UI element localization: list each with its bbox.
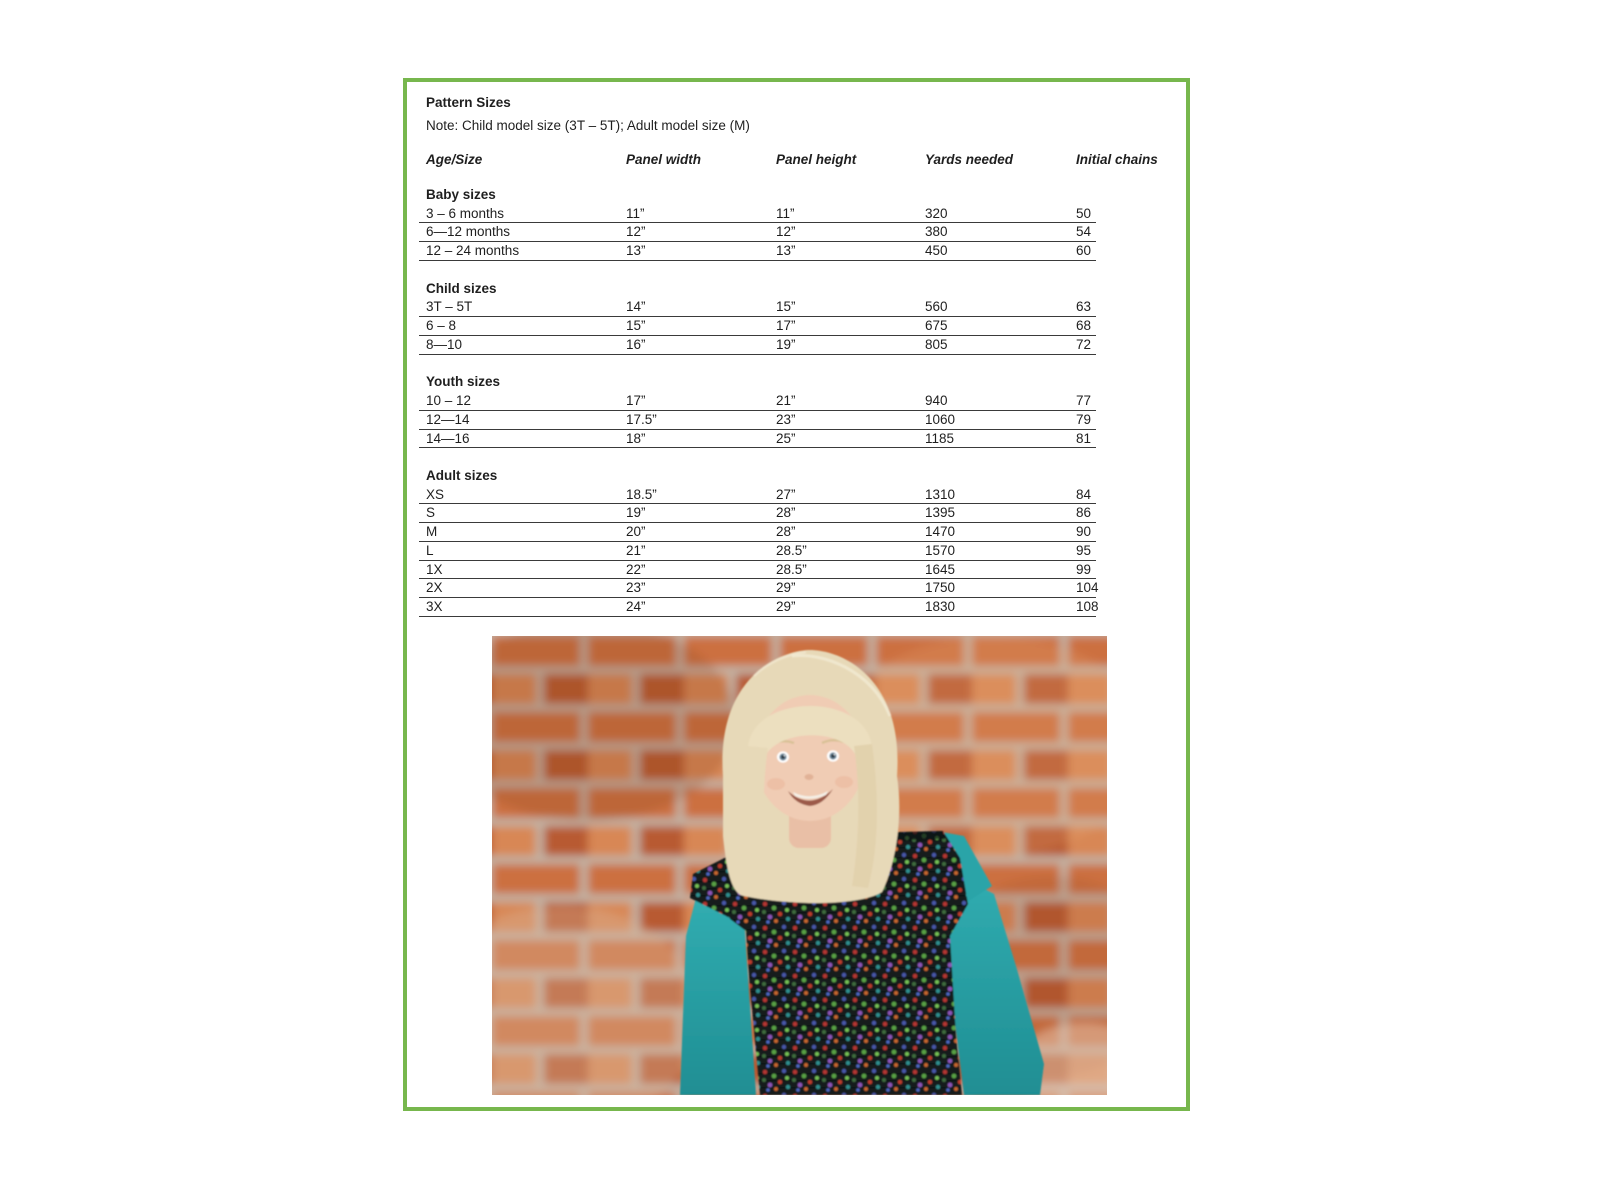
column-header: Initial chains <box>1076 152 1158 167</box>
table-cell: 560 <box>925 299 948 315</box>
table-row <box>419 486 1096 505</box>
table-cell: 6—12 months <box>426 224 511 240</box>
table-cell: 29” <box>776 580 796 596</box>
table-cell: 23” <box>776 411 796 427</box>
table-row <box>419 205 1096 224</box>
page-title: Pattern Sizes <box>426 95 511 110</box>
table-cell: 28” <box>776 524 796 540</box>
table-cell: 14” <box>626 299 646 315</box>
table-cell: 1X <box>426 561 443 577</box>
table-cell: 18” <box>626 430 646 446</box>
table-cell: 77 <box>1076 393 1092 409</box>
table-cell: 450 <box>925 243 948 259</box>
table-cell: 12—14 <box>426 411 470 427</box>
table-cell: 81 <box>1076 430 1092 446</box>
table-cell: 20” <box>626 524 646 540</box>
table-row <box>419 561 1096 580</box>
table-cell: 27” <box>776 486 796 502</box>
table-cell: XS <box>426 486 445 502</box>
table-cell: 60 <box>1076 243 1092 259</box>
table-cell: 1750 <box>925 580 956 596</box>
table-cell: 3T – 5T <box>426 299 473 315</box>
column-header: Panel height <box>776 152 857 167</box>
table-cell: 99 <box>1076 561 1092 577</box>
table-cell: 17” <box>776 318 796 334</box>
table-cell: 50 <box>1076 205 1092 221</box>
table-cell: 79 <box>1076 411 1092 427</box>
table-cell: 10 – 12 <box>426 393 472 409</box>
table-cell: 84 <box>1076 486 1092 502</box>
table-cell: 28.5” <box>776 542 807 558</box>
table-row <box>419 598 1099 617</box>
table-cell: 72 <box>1076 336 1092 352</box>
table-cell: 22” <box>626 561 646 577</box>
table-row <box>419 430 1096 449</box>
table-cell: 63 <box>1076 299 1092 315</box>
table-cell: M <box>426 524 438 540</box>
table-cell: 2X <box>426 580 443 596</box>
table-cell: 24” <box>626 599 646 615</box>
table-cell: 1830 <box>925 599 956 615</box>
table-cell: 1310 <box>925 486 956 502</box>
spacer-line <box>419 448 1096 467</box>
table-cell: 1060 <box>925 411 956 427</box>
column-header: Age/Size <box>426 152 483 167</box>
spacer-line <box>419 355 1096 374</box>
table-cell: 1185 <box>925 430 955 446</box>
table-cell: 1395 <box>925 505 956 521</box>
table-cell: 29” <box>776 599 796 615</box>
table-cell: 12 – 24 months <box>426 243 520 259</box>
table-cell: 380 <box>925 224 948 240</box>
table-row <box>419 317 1096 336</box>
table-cell: 18.5” <box>626 486 657 502</box>
table-cell: 320 <box>925 205 948 221</box>
table-row <box>419 242 1096 261</box>
model-photo <box>492 636 1107 1095</box>
table-cell: 28.5” <box>776 561 807 577</box>
table-cell: 16” <box>626 336 646 352</box>
table-cell: 1645 <box>925 561 956 577</box>
section-label: Baby sizes <box>426 187 496 202</box>
table-cell: 805 <box>925 336 948 352</box>
table-cell: 17.5” <box>626 411 657 427</box>
table-cell: 940 <box>925 393 948 409</box>
table-cell: 28” <box>776 505 796 521</box>
table-cell: 19” <box>776 336 796 352</box>
table-cell: 11” <box>626 205 645 221</box>
table-cell: 8—10 <box>426 336 463 352</box>
table-row <box>419 336 1096 355</box>
table-cell: 86 <box>1076 505 1092 521</box>
table-cell: 21” <box>776 393 796 409</box>
table-cell: 12” <box>626 224 646 240</box>
table-cell: S <box>426 505 436 521</box>
table-row <box>419 504 1096 523</box>
table-cell: 54 <box>1076 224 1092 240</box>
section-label: Adult sizes <box>426 468 498 484</box>
table-cell: 90 <box>1076 524 1092 540</box>
table-cell: L <box>426 542 434 558</box>
table-row <box>419 411 1096 430</box>
table-cell: 675 <box>925 318 948 334</box>
column-header: Panel width <box>626 152 702 167</box>
table-cell: 108 <box>1076 599 1099 615</box>
sizes-table <box>419 186 1099 617</box>
table-cell: 11” <box>776 205 795 221</box>
table-cell: 95 <box>1076 542 1092 558</box>
table-cell: 6 – 8 <box>426 318 457 334</box>
table-row <box>419 523 1096 542</box>
table-cell: 13” <box>626 243 646 259</box>
table-cell: 13” <box>776 243 796 259</box>
table-cell: 17” <box>626 393 646 409</box>
table-cell: 1470 <box>925 524 956 540</box>
table-cell: 12” <box>776 224 796 240</box>
spacer-line <box>419 261 1096 280</box>
table-row <box>419 298 1096 317</box>
table-cell: 3X <box>426 599 443 615</box>
table-cell: 23” <box>626 580 646 596</box>
table-cell: 1570 <box>925 542 956 558</box>
table-cell: 104 <box>1076 580 1099 596</box>
section-label: Child sizes <box>426 280 497 296</box>
column-header: Yards needed <box>925 152 1014 167</box>
table-header-row <box>419 152 1158 171</box>
table-row <box>419 223 1096 242</box>
table-cell: 25” <box>776 430 796 446</box>
table-cell: 68 <box>1076 318 1092 334</box>
table-cell: 3 – 6 months <box>426 205 505 221</box>
table-row <box>419 579 1099 598</box>
table-cell: 15” <box>626 318 646 334</box>
table-cell: 19” <box>626 505 646 521</box>
table-cell: 21” <box>626 542 646 558</box>
table-cell: 15” <box>776 299 796 315</box>
table-row <box>419 542 1096 561</box>
section-label: Youth sizes <box>426 374 501 390</box>
table-row <box>419 392 1096 411</box>
table-cell: 14—16 <box>426 430 470 446</box>
note-text: Note: Child model size (3T – 5T); Adult model size (M) <box>426 118 750 133</box>
